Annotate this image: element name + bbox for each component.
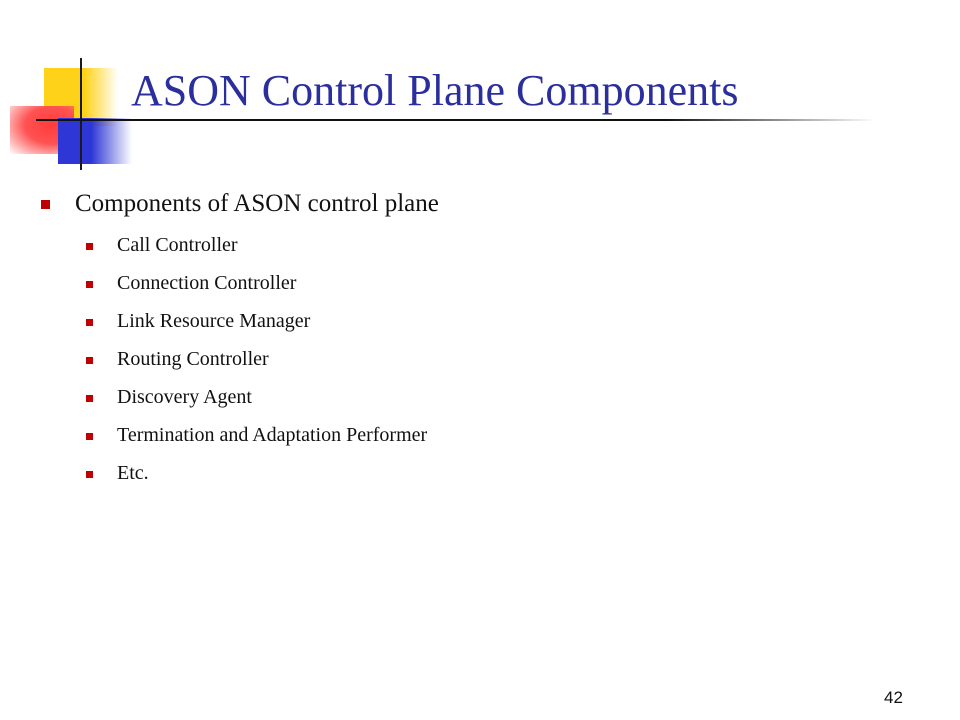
bullet-square-icon — [86, 395, 93, 402]
sub-bullet-item — [117, 346, 269, 372]
bullet-square-icon — [86, 357, 93, 364]
sub-bullet-text: Link Resource Manager — [117, 310, 311, 332]
bullet-text: Components of ASON control plane — [75, 190, 439, 217]
bullet-square-icon — [86, 243, 93, 250]
bullet-level1 — [75, 186, 439, 222]
sub-bullet-text: Connection Controller — [117, 272, 297, 294]
sub-bullet-item — [117, 422, 427, 448]
vertical-rule — [80, 58, 82, 170]
sub-bullet-item — [117, 270, 296, 296]
sub-bullet-text: Call Controller — [117, 234, 238, 256]
blue-square-decoration — [58, 118, 132, 164]
sub-bullet-text: Discovery Agent — [117, 386, 252, 408]
sub-bullet-text: Routing Controller — [117, 348, 269, 370]
sub-bullet-text: Etc. — [117, 462, 149, 484]
bullet-square-icon — [86, 471, 93, 478]
sub-bullet-item — [117, 384, 252, 410]
bullet-square-icon — [86, 433, 93, 440]
sub-bullet-text: Termination and Adaptation Performer — [117, 424, 428, 446]
bullet-square-icon — [41, 200, 50, 209]
bullet-square-icon — [86, 281, 93, 288]
bullet-square-icon — [86, 319, 93, 326]
decorative-logo — [0, 0, 140, 180]
sub-bullet-item — [117, 460, 149, 486]
slide-title: ASON Control Plane Components — [131, 66, 739, 115]
sub-bullet-item — [117, 308, 310, 334]
sub-bullet-item — [117, 232, 238, 258]
page-number: 42 — [884, 688, 903, 707]
